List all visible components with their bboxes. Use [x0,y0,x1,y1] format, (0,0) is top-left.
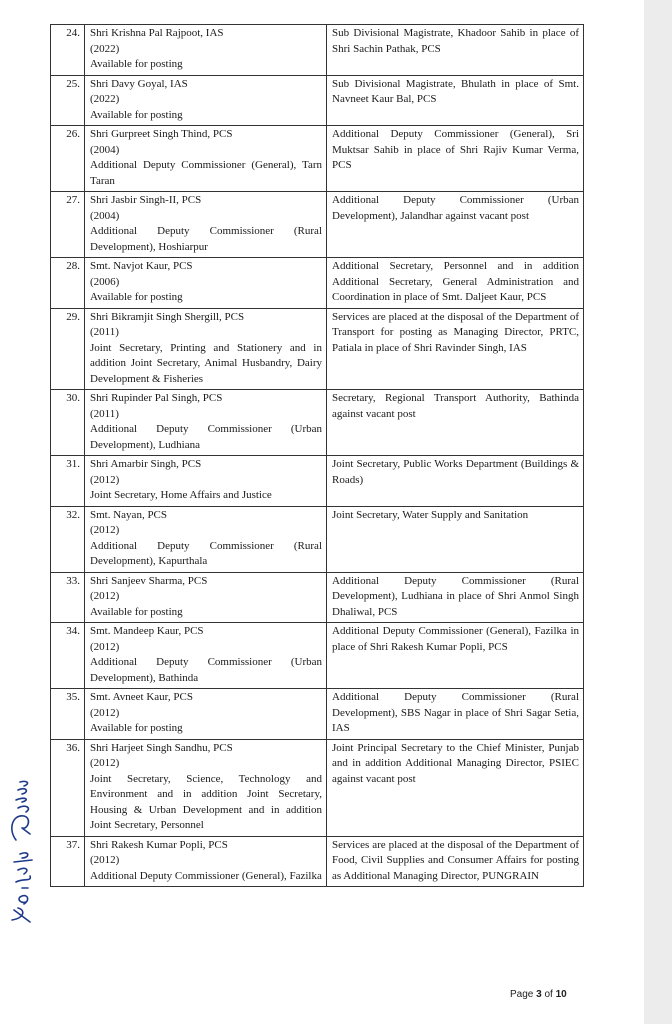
serial-number-cell: 33. [51,572,85,623]
officer-batch: (2011) [90,326,119,338]
current-posting: Additional Deputy Commissioner (General), Fazilka [90,869,322,882]
officer-batch: (2012) [90,524,120,536]
serial-number-cell: 25. [51,75,85,126]
table-body [51,25,584,887]
signature-image [4,770,38,930]
serial-number-cell: 27. [51,192,85,258]
officer-batch: (2022) [90,93,120,105]
serial-number-cell: 32. [51,506,85,572]
current-posting: Additional Deputy Commissioner (Rural Development), Kapurthala [90,539,322,567]
officer-name: Shri Jasbir Singh-II, PCS [90,194,202,206]
serial-number-cell: 35. [51,689,85,740]
new-posting-cell: Joint Secretary, Public Works Department (Buildings & Roads) [327,456,584,507]
officer-cell [85,192,327,258]
current-posting: Additional Deputy Commissioner (Urban Development), Bathinda [90,656,322,684]
table-row [51,456,584,507]
serial-number-cell: 30. [51,390,85,456]
officer-batch: (2004) [90,143,120,156]
current-posting: Additional Deputy Commissioner (Urban Development), Ludhiana [90,423,322,451]
table-row [51,126,584,192]
officer-batch: (2006) [90,275,120,288]
table-row [51,506,584,572]
officer-cell [85,623,327,689]
officer-name: Shri Sanjeev Sharma, PCS [90,574,208,587]
officer-cell [85,75,327,126]
table-row [51,192,584,258]
new-posting-cell: Secretary, Regional Transport Authority, Bathinda against vacant post [327,390,584,456]
new-posting-cell: Additional Secretary, Personnel and in addition Additional Secretary, General Administration and Coordination in place of Smt. Daljeet Kaur, PCS [327,258,584,309]
officer-cell [85,836,327,887]
current-posting: Available for posting [90,605,183,618]
new-posting-cell: Services are placed at the disposal of the Department of Transport for posting as Managing Director, PRTC, Patiala in place of Shri Ravinder Singh, IAS [327,308,584,390]
right-margin-strip [644,0,672,1024]
table-row [51,25,584,76]
officer-batch: (2012) [90,706,120,719]
officer-cell [85,126,327,192]
new-posting-cell: Additional Deputy Commissioner (Rural Development), SBS Nagar in place of Shri Sagar Setia, IAS [327,689,584,740]
officer-cell [85,25,327,76]
table-row [51,689,584,740]
table-row [51,75,584,126]
current-posting: Additional Deputy Commissioner (General), Tarn Taran [90,159,322,187]
officer-batch: (2012) [90,757,120,769]
serial-number-cell: 36. [51,739,85,836]
current-posting: Additional Deputy Commissioner (Rural Development), Hoshiarpur [90,225,322,253]
current-page-number: 3 [536,989,542,1000]
officer-name: Shri Amarbir Singh, PCS [90,458,202,470]
current-posting: Available for posting [90,108,183,121]
table-row [51,390,584,456]
officer-name: Shri Davy Goyal, IAS [90,77,188,90]
officer-cell [85,308,327,390]
table-row [51,308,584,390]
officer-cell [85,390,327,456]
new-posting-cell: Additional Deputy Commissioner (General), Sri Muktsar Sahib in place of Shri Rajiv Kumar Verma, PCS [327,126,584,192]
serial-number-cell: 31. [51,456,85,507]
officer-name: Smt. Mandeep Kaur, PCS [90,625,204,637]
of-word: of [544,989,553,1000]
officer-batch: (2012) [90,473,120,486]
new-posting-cell: Additional Deputy Commissioner (Urban Development), Jalandhar against vacant post [327,192,584,258]
new-posting-cell: Joint Principal Secretary to the Chief Minister, Punjab and in addition Additional Managing Director, PSIEC against vacant post [327,739,584,836]
page-footer [510,989,567,1000]
new-posting-cell: Sub Divisional Magistrate, Bhulath in place of Smt. Navneet Kaur Bal, PCS [327,75,584,126]
officer-name: Shri Rupinder Pal Singh, PCS [90,392,223,404]
table-row [51,739,584,836]
serial-number-cell: 34. [51,623,85,689]
serial-number-cell: 26. [51,126,85,192]
table-row [51,572,584,623]
officer-cell [85,739,327,836]
serial-number-cell: 29. [51,308,85,390]
officer-name: Smt. Nayan, PCS [90,508,168,521]
new-posting-cell: Sub Divisional Magistrate, Khadoor Sahib in place of Shri Sachin Pathak, PCS [327,25,584,76]
officer-batch: (2004) [90,209,120,222]
serial-number-cell: 28. [51,258,85,309]
officer-batch: (2011) [90,407,119,420]
new-posting-cell: Additional Deputy Commissioner (General), Fazilka in place of Shri Rakesh Kumar Popli, PCS [327,623,584,689]
officer-name: Shri Krishna Pal Rajpoot, IAS [90,27,224,39]
officer-name: Shri Harjeet Singh Sandhu, PCS [90,741,233,754]
officer-cell [85,456,327,507]
current-posting: Available for posting [90,291,183,303]
current-posting: Available for posting [90,722,183,734]
current-posting: Joint Secretary, Printing and Stationery and in addition Joint Secretary, Animal Husbandry, Dairy Development & Fisheries [90,341,322,385]
table-row [51,623,584,689]
officer-name: Shri Bikramjit Singh Shergill, PCS [90,310,245,323]
officer-cell [85,689,327,740]
officer-batch: (2012) [90,590,120,602]
current-posting: Joint Secretary, Science, Technology and Environment and in addition Joint Secretary, Housing & Urban Development and in addition Joint Secretary, Personnel [90,772,322,831]
officer-cell [85,572,327,623]
officer-name: Shri Gurpreet Singh Thind, PCS [90,128,233,140]
new-posting-cell: Additional Deputy Commissioner (Rural Development), Ludhiana in place of Shri Anmol Singh Dhaliwal, PCS [327,572,584,623]
page-word: Page [510,989,534,1000]
current-posting: Joint Secretary, Home Affairs and Justice [90,489,272,501]
officer-batch: (2012) [90,854,120,866]
officer-cell [85,506,327,572]
new-posting-cell: Services are placed at the disposal of the Department of Food, Civil Supplies and Consumer Affairs for posting as Additional Managing Director, PUNGRAIN [327,836,584,887]
posting-orders-table [50,24,584,887]
serial-number-cell: 24. [51,25,85,76]
total-pages-number: 10 [555,989,567,1000]
officer-batch: (2012) [90,640,120,653]
officer-name: Smt. Avneet Kaur, PCS [90,691,193,703]
serial-number-cell: 37. [51,836,85,887]
new-posting-cell: Joint Secretary, Water Supply and Sanitation [327,506,584,572]
table-row [51,836,584,887]
table-row [51,258,584,309]
officer-cell [85,258,327,309]
officer-name: Shri Rakesh Kumar Popli, PCS [90,838,228,851]
current-posting: Available for posting [90,58,183,70]
officer-name: Smt. Navjot Kaur, PCS [90,260,193,272]
officer-batch: (2022) [90,42,120,55]
